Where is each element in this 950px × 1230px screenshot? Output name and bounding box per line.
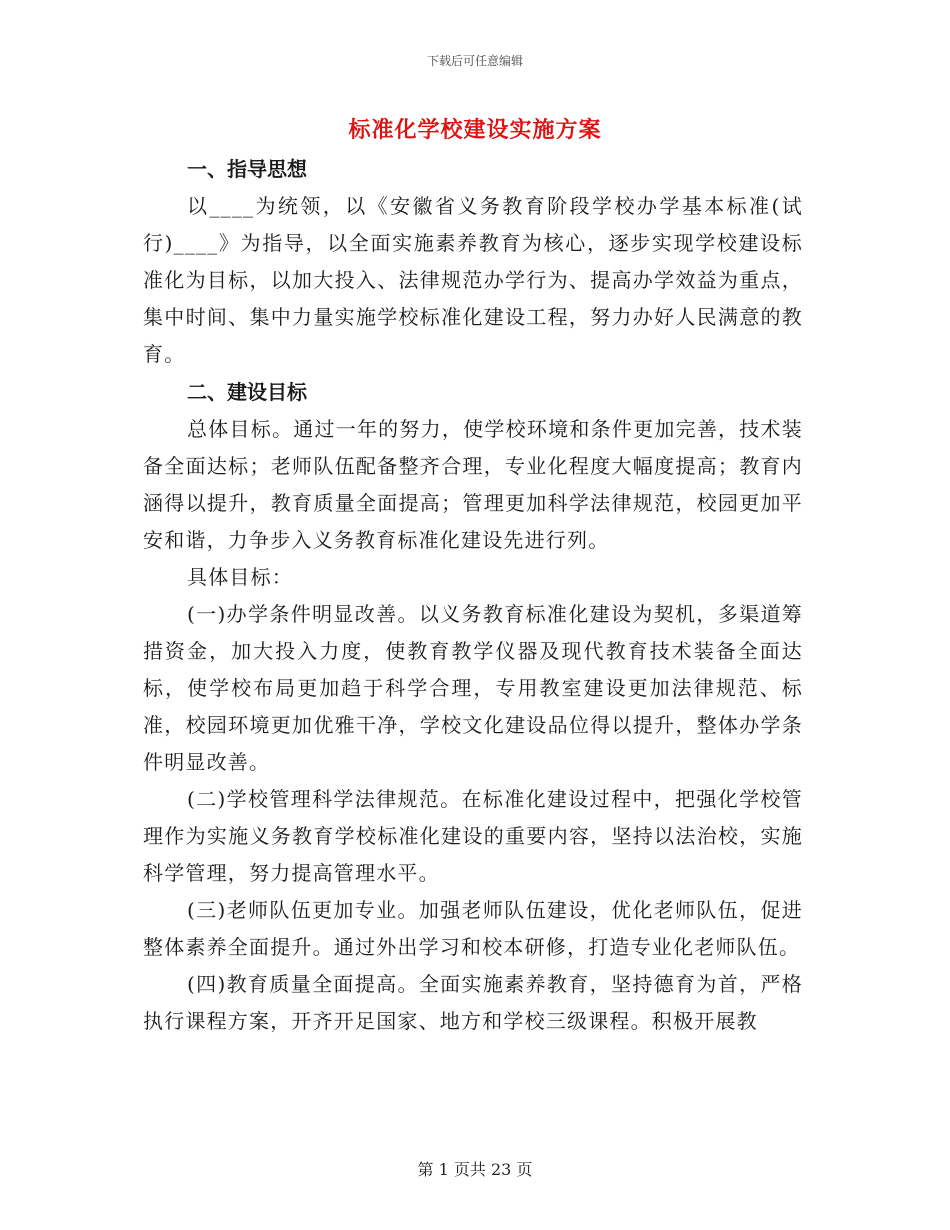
paragraph: 以____为统领，以《安徽省义务教育阶段学校办学基本标准(试行)____》为指导，以全面实施素养教育为核心，逐步实现学校建设标准化为目标，以加大投入、法律规范办学行为、提高办学效益为重点，集中时间、集中力量实施学校标准化建设工程，努力办好人民满意的教育。	[143, 194, 803, 366]
document-title: 标准化学校建设实施方案	[348, 117, 602, 143]
section-construction-goals	[143, 373, 803, 1040]
paragraph: (一)办学条件明显改善。以义务教育标准化建设为契机，多渠道筹措资金，加大投入力度，使教育教学仪器及现代教育技术装备全面达标，使学校布局更加趋于科学合理，专用教室建设更加法律规范、标准，校园环境更加优雅干净，学校文化建设品位得以提升，整体办学条件明显改善。	[143, 602, 803, 774]
paragraph: (四)教育质量全面提高。全面实施素养教育，坚持德育为首，严格执行课程方案，开齐开足国家、地方和学校三级课程。积极开展教	[143, 972, 803, 1033]
document-body	[143, 150, 803, 1040]
section-heading: 二、建设目标	[187, 380, 307, 404]
paragraph: 总体目标。通过一年的努力，使学校环境和条件更加完善，技术装备全面达标；老师队伍配备整齐合理，专业化程度大幅度提高；教育内涵得以提升，教育质量全面提高；管理更加科学法律规范，校园更加平安和谐，力争步入义务教育标准化建设先进行列。	[143, 417, 803, 552]
section-heading: 一、指导思想	[187, 157, 307, 181]
paragraph: 具体目标：	[187, 565, 293, 589]
section-guiding-ideology	[143, 150, 803, 373]
header-note: 下载后可任意编辑	[426, 54, 523, 68]
paragraph: (三)老师队伍更加专业。加强老师队伍建设，优化老师队伍，促进整体素养全面提升。通过外出学习和校本研修，打造专业化老师队伍。	[143, 898, 803, 959]
paragraph: (二)学校管理科学法律规范。在标准化建设过程中，把强化学校管理作为实施义务教育学校标准化建设的重要内容，坚持以法治校，实施科学管理，努力提高管理水平。	[143, 787, 803, 885]
page-footer: 第 1 页共 23 页	[417, 1160, 533, 1179]
